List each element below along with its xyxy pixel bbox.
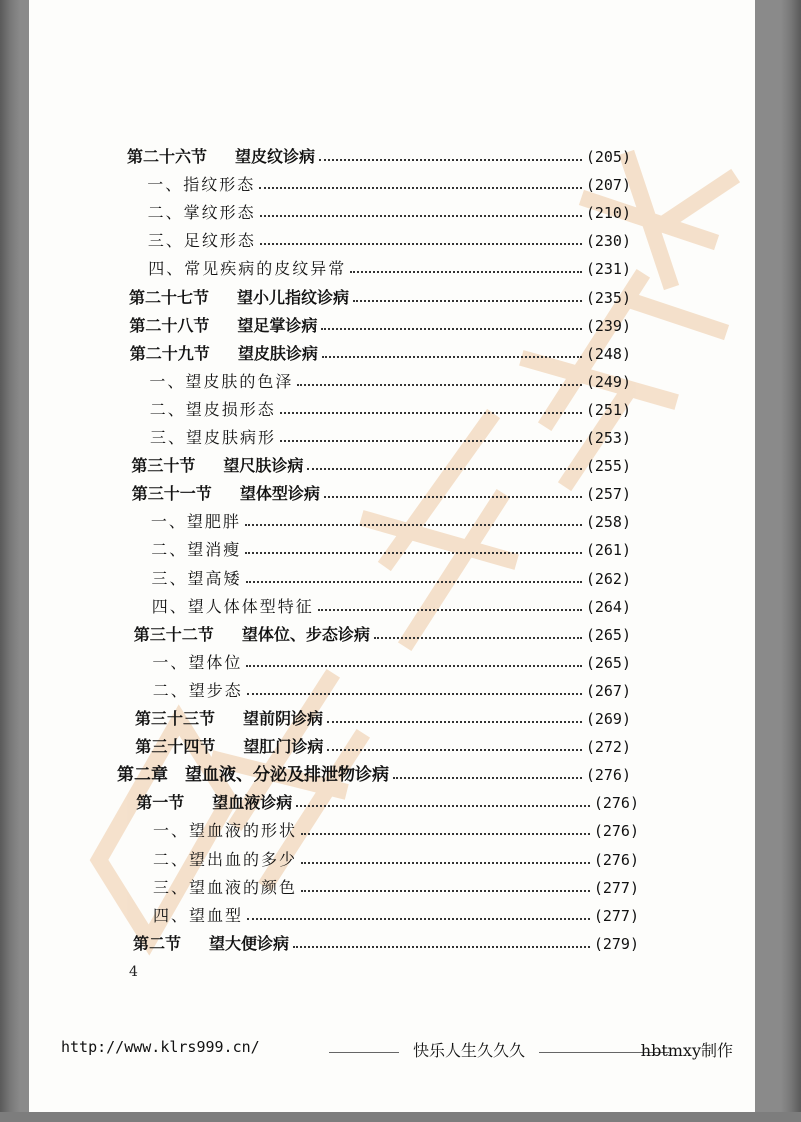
dot-leader: [322, 356, 582, 358]
toc-item-label: 三、望皮肤病形: [150, 428, 277, 447]
toc-section-title: 望血液诊病: [212, 793, 293, 813]
dot-leader: [245, 552, 582, 554]
toc-item-label: 一、望肥胖: [150, 512, 241, 532]
footer-center-text: 快乐人生久久久: [413, 1041, 526, 1060]
toc-page-number: (265): [585, 653, 631, 672]
toc-item: [150, 399, 631, 421]
toc-section-number: 第二十六节: [127, 147, 208, 166]
page-number: 4: [129, 964, 138, 980]
toc-item-label: 一、望体位: [152, 652, 243, 672]
dot-leader: [260, 215, 582, 217]
toc-page-number: (276): [593, 850, 639, 869]
dot-leader: [280, 412, 582, 414]
footer-rule: [329, 1052, 399, 1053]
dot-leader: [301, 833, 590, 835]
toc-item: [152, 596, 631, 618]
footer-credit: hbtmxy制作: [640, 1041, 733, 1060]
toc-section-number: 第三十节: [131, 456, 196, 476]
toc-page-number: (210): [585, 204, 631, 223]
toc-page-number: (253): [585, 429, 631, 447]
toc-item-label: 三、望血液的颜色: [153, 877, 298, 897]
toc-item: [149, 371, 631, 393]
dot-leader: [301, 862, 590, 864]
toc-section-title: 望肛门诊病: [243, 737, 324, 757]
toc-item-label: 四、常见疾病的皮纹异常: [148, 259, 347, 279]
toc-section-label: [136, 792, 292, 814]
toc-section: [135, 708, 631, 730]
dot-leader: [301, 890, 590, 892]
toc-section: [134, 624, 631, 646]
toc-section-label: [135, 736, 323, 758]
toc-section-number: 第三十二节: [133, 624, 214, 644]
toc-page-number: (248): [585, 344, 631, 363]
toc-section-title: 望皮纹诊病: [235, 147, 316, 166]
toc-item-label: 三、望高矮: [151, 568, 242, 588]
toc-page-number: (230): [585, 232, 631, 251]
toc-section: [129, 315, 631, 337]
toc-item-label: 四、望人体体型特征: [151, 596, 314, 616]
toc-item-label: 一、指纹形态: [147, 175, 256, 195]
toc-page-number: (277): [593, 878, 639, 897]
toc-section: [130, 343, 631, 365]
toc-page-number: (235): [585, 288, 631, 307]
toc-item: [150, 427, 631, 449]
toc-section-number: 第三十一节: [131, 484, 212, 504]
toc-section-label: [129, 287, 349, 309]
toc-item-label: 二、望出血的多少: [153, 849, 298, 869]
toc-item: [152, 568, 632, 590]
dot-leader: [280, 440, 582, 442]
toc-page-number: (251): [585, 400, 631, 419]
toc-item: [148, 202, 631, 224]
dot-leader: [321, 328, 581, 330]
toc-item-label: 四、望血型: [153, 905, 244, 925]
dot-leader: [245, 524, 582, 526]
toc-page-number: (255): [585, 457, 631, 476]
toc-section-label: [135, 708, 323, 730]
toc-page-number: (261): [585, 541, 631, 560]
toc-item: [151, 511, 631, 533]
toc-item: [152, 652, 631, 674]
dot-leader: [319, 159, 582, 161]
toc-section: [127, 146, 631, 168]
toc-item-label: 一、望血液的形状: [153, 821, 298, 841]
toc-section: [131, 455, 631, 477]
toc-chapter: [117, 764, 631, 786]
dot-leader: [350, 271, 582, 273]
toc-page-number: (231): [585, 260, 631, 279]
toc-section-label: [129, 315, 317, 337]
toc-item-label: 二、掌纹形态: [147, 203, 256, 223]
toc-item-label: 二、望消瘦: [151, 540, 242, 560]
toc-chapter-title: 第二章 望血液、分泌及排泄物诊病: [117, 765, 389, 786]
toc-item: [153, 849, 639, 871]
toc-page-number: (258): [585, 513, 631, 532]
dot-leader: [247, 693, 582, 695]
toc-section-title: 望体型诊病: [239, 484, 320, 504]
toc-section: [136, 792, 639, 814]
document-page: [29, 0, 755, 1112]
toc-page-number: (276): [593, 822, 639, 841]
toc-section-title: 望大便诊病: [209, 933, 290, 953]
toc-item-label: 一、望皮肤的色泽: [149, 371, 294, 391]
toc-page-number: (276): [593, 794, 639, 813]
toc-section-title: 望小儿指纹诊病: [237, 287, 350, 307]
toc-section-label: [131, 455, 303, 477]
toc-page-number: (207): [585, 176, 631, 195]
toc-item: [147, 174, 631, 196]
dot-leader: [293, 946, 590, 948]
toc-section-label: [132, 483, 320, 505]
toc-item: [153, 877, 639, 899]
toc-item-label: 二、望皮损形态: [149, 399, 276, 419]
toc-page-number: (205): [585, 148, 631, 166]
dot-leader: [393, 777, 582, 779]
toc-page-number: (276): [585, 766, 631, 785]
toc-section-title: 望体位、步态诊病: [241, 624, 370, 644]
footer: [59, 1038, 739, 1064]
toc-page-number: (277): [593, 906, 639, 925]
toc-section-number: 第二十八节: [129, 315, 210, 335]
footer-url: http://www.klrs999.cn/: [61, 1038, 260, 1056]
toc-section-title: 望前阴诊病: [243, 709, 324, 728]
dot-leader: [307, 468, 581, 470]
toc-item: [151, 539, 631, 561]
toc-page-number: (264): [585, 597, 631, 616]
dot-leader: [246, 665, 581, 667]
toc-section: [135, 736, 631, 758]
dot-leader: [259, 187, 582, 189]
toc-section-number: 第二节: [133, 933, 182, 953]
toc-page-number: (267): [585, 681, 631, 700]
toc-page-number: (239): [585, 316, 631, 335]
toc-section-title: 望足掌诊病: [237, 315, 318, 335]
toc-section-number: 第三十四节: [135, 737, 216, 757]
toc-section-number: 第二十七节: [129, 287, 210, 307]
toc-section-number: 第三十三节: [135, 709, 216, 728]
dot-leader: [260, 243, 582, 245]
dot-leader: [374, 637, 582, 639]
toc-page-number: (262): [585, 569, 631, 588]
toc-section-label: [127, 146, 315, 168]
dot-leader: [327, 749, 581, 751]
toc-item-label: 二、望步态: [152, 680, 243, 700]
toc-item: [153, 680, 631, 702]
toc-page-number: (269): [585, 710, 631, 728]
dot-leader: [247, 918, 590, 920]
toc-section-title: 望尺肤诊病: [223, 456, 304, 476]
dot-leader: [324, 496, 582, 498]
dot-leader: [318, 609, 582, 611]
toc-page-number: (257): [585, 485, 631, 504]
toc-item: [148, 230, 631, 252]
toc-section-title: 望皮肤诊病: [237, 343, 318, 363]
bottom-strip: [0, 1112, 801, 1122]
toc-item: [153, 905, 639, 927]
toc-section-label: [130, 343, 318, 365]
toc-page-number: (279): [593, 934, 639, 953]
dot-leader: [296, 805, 590, 807]
toc-item: [153, 820, 639, 842]
dot-leader: [327, 721, 582, 723]
dot-leader: [246, 581, 582, 583]
toc-item: [148, 258, 631, 280]
toc-item-label: 三、足纹形态: [147, 231, 256, 251]
toc-section-number: 第一节: [136, 793, 185, 813]
toc-section-label: [134, 624, 370, 646]
toc-section-number: 第二十九节: [129, 343, 210, 363]
toc-section: [129, 287, 631, 309]
toc-section: [133, 933, 639, 955]
toc-page-number: (265): [585, 625, 631, 644]
toc-page-number: (272): [585, 738, 631, 757]
toc-page-number: (249): [585, 372, 631, 391]
toc-section-label: [133, 933, 289, 955]
toc-section: [132, 483, 631, 505]
dot-leader: [297, 384, 581, 386]
dot-leader: [353, 300, 582, 302]
